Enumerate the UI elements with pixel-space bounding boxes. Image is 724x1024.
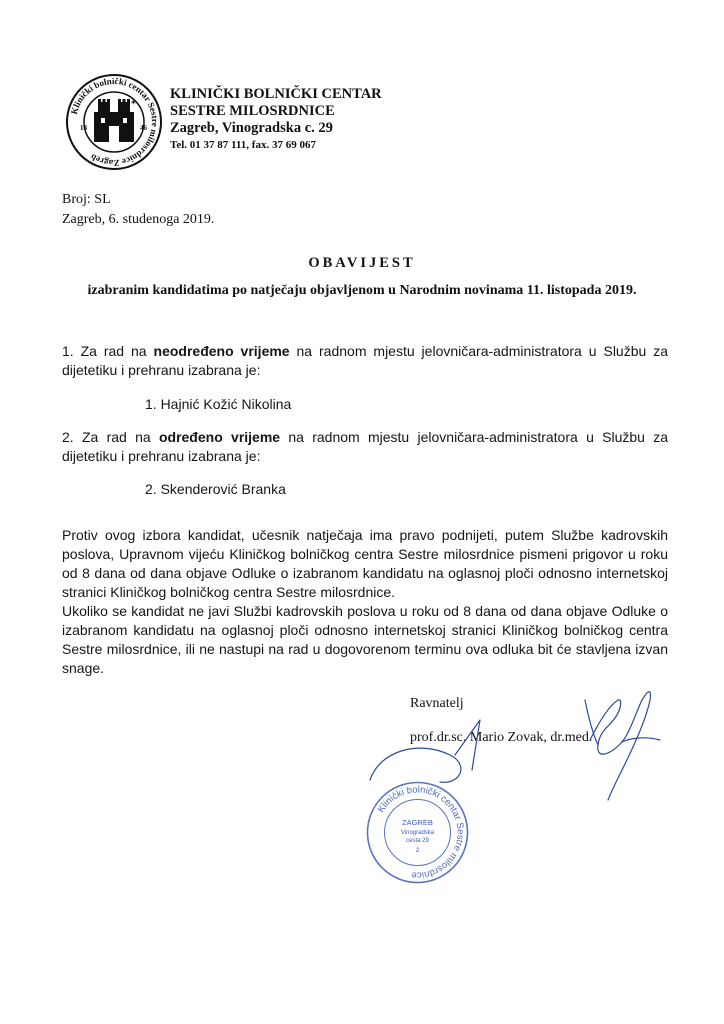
signatory-role: Ravnatelj [410,696,464,711]
item-2-prefix: 2. Za rad na [62,429,159,445]
item-1-term: neodređeno vrijeme [153,343,290,359]
item-1-prefix: 1. Za rad na [62,343,154,359]
stamp-ring-text: Klinički bolnički centar Sestre milosrdnice [375,784,466,881]
logo-ring-text: Klinički bolnički centar Sestre milosrdnice Zagreb [68,75,161,169]
org-name-line2: SESTRE MILOSRDNICE [170,103,335,119]
stamp-line-2: Vinogradska [400,830,435,836]
stamp-line-1: ZAGREB [402,818,433,827]
condition-paragraph: Ukoliko se kandidat ne javi Službi kadrovskih poslova u roku od 8 dana od dana objave Odluke o izabranom kandidatu na oglasnoj ploči odnosno internetskoj stranici Kliničkog bolničkog centra Sestre milosrdnice, ili ne nastupi na rad u dogovorenom terminu ova odluka bit će stavljena izvan snage. [62,603,668,676]
star-icon: ✶ [130,98,137,107]
organization-header [170,86,382,154]
document-title: OBAVIJEST [308,255,416,271]
logo-right-number: 46 [140,124,147,132]
candidate-1: 1. Hajnić Kožić Nikolina [145,396,292,412]
hospital-seal-logo [64,72,164,172]
org-name-line1: KLINIČKI BOLNIČKI CENTAR [170,86,382,102]
item-2-paragraph [62,428,668,466]
org-phone: Tel. 01 37 87 111, fax. 37 69 067 [170,139,316,151]
logo-left-number: 18 [80,124,87,132]
reference-block [62,190,214,230]
signatory-name: prof.dr.sc. Mario Zovak, dr.med. [410,730,593,745]
item-2-suffix: na radnom mjestu jelovničara-administratora u Službu za dijetetiku i prehranu izabrana je: [62,429,669,464]
item-1-suffix: na radnom mjestu jelovničara-administratora u Službu za dijetetiku i prehranu izabrana je: [62,343,668,378]
item-2-term: određeno vrijeme [158,429,281,445]
stamp-line-3: cesta 29 [406,838,429,844]
place-date: Zagreb, 6. studenoga 2019. [62,212,215,227]
stamp-line-4: 2 [415,847,420,854]
castle-icon [94,99,134,142]
item-1-paragraph [62,342,668,380]
candidate-2: 2. Skenderović Branka [145,481,286,497]
document-subtitle: izabranim kandidatima po natječaju objavljenom u Narodnim novinama 11. listopada 2019. [87,283,637,298]
objection-paragraph: Protiv ovog izbora kandidat, učesnik natječaja ima pravo podnijeti, putem Službe kadrovskih poslova, Upravnom vijeću Kliničkog bolničkog centra Sestre milosrdnice pismeni prigovor u roku od 8 dana od dana objave Odluke o izabranom kandidatu na oglasnoj ploči odnosno internetskoj stranici Kliničkog bolničkog centra Sestre milosrdnice. [62,527,668,600]
org-address: Zagreb, Vinogradska c. 29 [170,120,333,136]
reference-number: Broj: SL [62,192,111,207]
handwritten-signature [360,660,690,820]
